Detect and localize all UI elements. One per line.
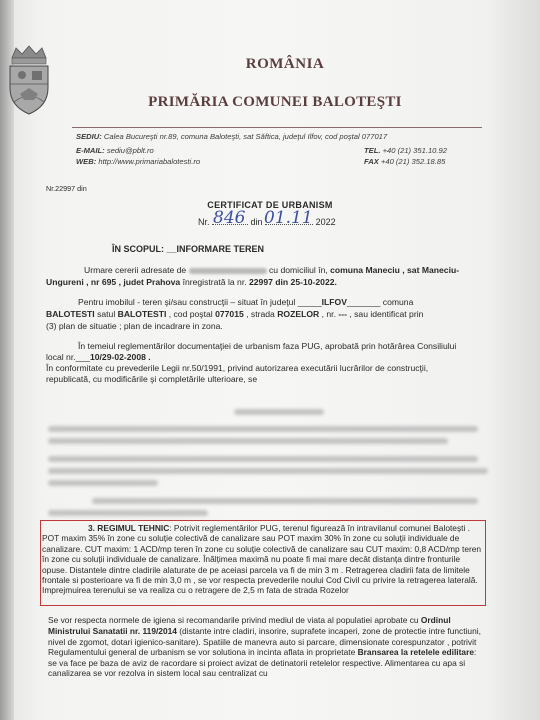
country-heading: ROMÂNIA xyxy=(245,56,325,72)
regime-tehnic-body: : Potrivit reglementărilor PUG, terenul figurează în intravilanul comunei Balotești . POT maxim 35% în zone cu soluție colectivă de canalizare sau POT maxim 30% în zone cu soluții individuale de canalizare. CUT maxim: 1 ACD/mp teren în zone cu soluție colectivă de canalizare sau CUT maxim: 0,8 ACD/mp teren în zone cu soluții individuale de canalizare. Înălțimea maximă nu poate fi mai mare decât distanța dintre fronturile opuse. Distantele dintre cladirile alaturate de pe aceiasi parcela va fi de min 3 m . Retragerea cladirii fata de limitele frontale si posterioare va fi de min 3,0 m , se vor respecta prevederile noului Cod Civil cu privire la retragerea laterală. Imprejmuirea terenului se va realiza cu o retragere de 2,5 m fata de strada Rozelor xyxy=(42,523,482,596)
nr-prefix: Nr. xyxy=(198,217,210,227)
email-line xyxy=(76,146,154,155)
handwritten-date: 01.11 xyxy=(264,208,313,228)
basis-line-4: republicată, cu modificările şi completările ulterioare, se xyxy=(46,374,258,384)
web-label: WEB: xyxy=(76,157,97,166)
basis-line-3: În conformitate cu prevederile Legii nr.50/1991, privind autorizarea executării lucrărilor de construcţii, xyxy=(46,363,429,373)
handwritten-number: 846 xyxy=(213,208,246,228)
tel-line xyxy=(364,146,447,155)
web-line xyxy=(76,157,200,166)
tel-number: +40 (21) 351.10.92 xyxy=(382,146,447,155)
email-link[interactable]: sediu@pblt.ro xyxy=(106,146,154,155)
address-label: SEDIU: xyxy=(76,132,102,141)
fax-number: +40 (21) 352.18.85 xyxy=(380,157,446,166)
property-line-2: BALOTESTI satul BALOTESTI , cod poştal 077015 , strada ROZELOR , nr. --- , sau identificat prin xyxy=(46,309,424,319)
header-divider xyxy=(72,127,482,128)
certificate-title: CERTIFICAT DE URBANISM xyxy=(207,200,333,210)
tel-label: TEL. xyxy=(364,146,381,155)
regime-tehnic-text xyxy=(42,523,484,596)
address-text: Calea Bucureşti nr.89, comuna Baloteşti, sat Săftica, judeţul Ilfov, cod poştal 077017 xyxy=(103,132,388,141)
request-line-1: Urmare cererii adresate de cu domiciliul în, comuna Maneciu , sat Maneciu- xyxy=(84,265,460,275)
email-label: E-MAIL: xyxy=(76,146,105,155)
din-label: din xyxy=(250,217,263,227)
hygiene-paragraph: Se vor respecta normele de igiena si recomandarile privind mediul de viata al populatiei aprobate cu Ordinul Ministrului Sanatatii nr. 119/2014 (distante intre cladiri, insorire, suprafete incaperi, zone de protectie intre functiuni, nivel de zgomot, dotari igienico-sanitare). Spatiile de manevra auto si parcare, dimensionate corespunzator , potrivit Regulamentului general de urbanism se vor solutiona in incinta aflata in proprietate Bransarea la retelele edilitare: se va face pe baza de aviz de racordare si proiect avizat de detinatorii retelelor respective. Alimentarea cu apa si canalizarea se vor rezolva in sistem local sau centralizat cu xyxy=(48,615,481,679)
address-line xyxy=(76,132,387,141)
basis-line-2: local nr.___10/29-02-2008 . xyxy=(46,352,151,362)
property-line-3: (3) plan de situatie ; plan de incadrare in zona. xyxy=(46,321,223,331)
fax-label: FAX xyxy=(364,157,379,166)
request-line-2: Ungureni , nr 695 , judet Prahova înregistrată la nr. 22997 din 25-10-2022. xyxy=(46,277,337,287)
web-link[interactable]: http://www.primariabalotesti.ro xyxy=(98,157,201,166)
institution-heading: PRIMĂRIA COMUNEI BALOTEŞTI xyxy=(148,94,402,110)
redacted-name xyxy=(189,268,267,274)
registration-number: Nr.22997 din xyxy=(46,184,87,193)
scope-line: ÎN SCOPUL: __INFORMARE TEREN xyxy=(112,244,265,254)
fax-line xyxy=(364,157,445,166)
certificate-year: 2022 xyxy=(315,217,336,227)
basis-line-1: În temeiul reglementărilor documentaţiei de urbanism faza PUG, aprobată prin hotărârea Consiliului xyxy=(78,341,457,351)
property-line-1: Pentru imobilul - teren şi/sau construcţii – situat în judeţul _____ILFOV_______ comuna xyxy=(78,297,414,307)
regime-tehnic-heading: 3. REGIMUL TEHNIC xyxy=(88,523,170,533)
